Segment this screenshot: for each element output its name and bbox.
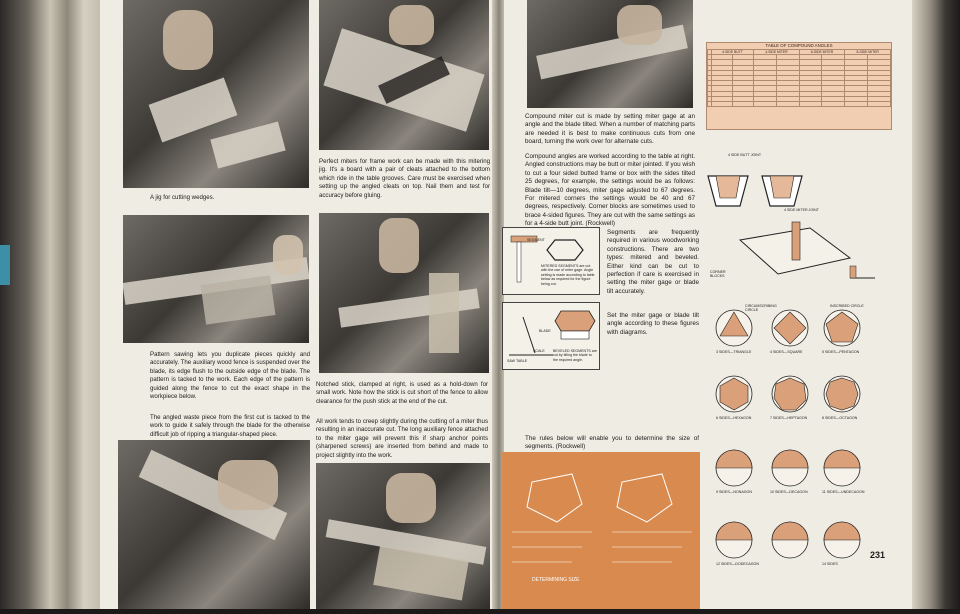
- label-nonagon: 9 SIDES—NONAGON: [716, 490, 752, 494]
- photo-mitering-jig: [319, 0, 489, 150]
- photo-pattern-sawing: [123, 215, 309, 343]
- label-triangle: 3 SIDES—TRIANGLE: [716, 350, 752, 354]
- caption-notched: Notched stick, clamped at right, is used as a hold-down for small work. Note how the stick is cut short of the fence to allow clearance for the push stick at the end of the cut.: [316, 381, 488, 405]
- left-page-edge-strip: [0, 245, 10, 285]
- caption-compound-angles: Compound angles are worked according to the table at right. Angled constructions may be butt or miter jointed. If you wish to cut a four sided butted frame or box with the sides tilted 25 degrees, for example, the settings would be as follows: Blade tilt—10 degrees, miter gage adjusted to 67 degrees. For mitered corners the settings would be 40 and 67 degrees, respectively. Corner blocks are sometimes used to brace 4-sided figures. They are cut with the same settings as for a 4-side butt joint. (Rockwell): [525, 153, 695, 228]
- photo-compound-miter: [527, 0, 693, 108]
- photo-waste-piece: [118, 440, 310, 609]
- caption-compound-miter: Compound miter cut is made by setting miter gage at an angle and the blade tilted. When a number of matching parts are needed it is best to make continuous cuts from one board, turning the work over for alternate cuts.: [525, 113, 695, 146]
- caption-segments: Segments are frequently required in various woodworking constructions. There are two types: mitered and beveled. Either kind can be cut to perfection if care is exercised in setting the miter gage or blade tilt accurately.: [607, 229, 699, 295]
- table-title: TABLE OF COMPOUND ANGLES: [765, 43, 833, 48]
- label-hexagon: 6 SIDES—HEXAGON: [716, 416, 752, 420]
- label-decagon: 10 SIDES—DECAGON: [770, 490, 808, 494]
- caption-waste: The angled waste piece from the first cut is tacked to the work to guide it safely through the blade for the otherwise difficult job of ripping a triangular-shaped piece.: [150, 414, 310, 438]
- label-circumscribing: CIRCUMSCRIBING CIRCLE: [745, 304, 777, 313]
- label-octagon: 8 SIDES—OCTAGON: [822, 416, 858, 420]
- label-corner-blocks: CORNER BLOCKS: [710, 270, 726, 279]
- compound-angles-table: [706, 42, 892, 130]
- label-determining-size: DETERMINING SIZE: [532, 577, 580, 583]
- label-inscribed: INSCRIBED CIRCLE: [830, 304, 864, 308]
- label-undecagon: 11 SIDES—UNDECAGON: [822, 490, 865, 494]
- photo-miter-fence: [316, 463, 490, 609]
- mitered-segment-diagram: [502, 227, 600, 295]
- table-header: 4-SIDE BUTT: [711, 50, 753, 55]
- caption-pattern: Pattern sawing lets you duplicate pieces quickly and accurately. The auxiliary wood fence is suspended over the blade, its edge flush to the outside edge of the blade. The pattern is tacked to the work. Each edge of the pattern is guided along the fence to cut the exact shape in the workpiece below.: [150, 351, 310, 401]
- caption-jig: A jig for cutting wedges.: [150, 194, 215, 201]
- label-mitered-segments: MITERED SEGMENTS are cut with the use of miter gage. Angle setting is made according to table below as required for the figure being cut.: [541, 264, 595, 286]
- photo-notched-stick: [319, 213, 489, 373]
- label-pentagon: 5 SIDES—PENTAGON: [822, 350, 860, 354]
- determining-size-diagram: [502, 452, 700, 609]
- label-scale: SCALE: [533, 349, 545, 353]
- label-14-sides: 14 SIDES: [822, 562, 838, 566]
- photo-wedge-jig: [123, 0, 309, 188]
- page-edges-left: [0, 0, 112, 609]
- table-header: 4-SIDE MITER: [754, 50, 800, 55]
- caption-creep: All work tends to creep slightly during the cutting of a miter thus resulting in an inaccurate cut. The long auxiliary fence attached to the miter gage will prevent this if sharp anchor points (sharpened screws) are inserted from behind and made to project slightly into the work.: [316, 418, 488, 459]
- page-number: 231: [870, 550, 886, 560]
- label-blade: BLADE: [539, 329, 551, 333]
- page-edges-right: [912, 0, 960, 609]
- label-miter-joint: 4 SIDE MITER JOINT: [784, 208, 819, 212]
- caption-rules: The rules below will enable you to determine the size of segments. (Rockwell): [525, 435, 699, 451]
- table-header: 6-SIDE MITER: [799, 50, 845, 55]
- caption-miters: Perfect miters for frame work can be made with this mitering jig. It's a board with a pair of cleats attached to the bottom which ride in the table grooves. Care must be exercised when setting up the angled cleats on top. Nail them and test for accuracy before gluing.: [319, 158, 490, 199]
- caption-set-gage: Set the miter gage or blade tilt angle according to these figures with diagrams.: [607, 312, 699, 336]
- table-header: 8-SIDE MITER: [845, 50, 891, 55]
- label-segment: SEGMENT: [527, 238, 545, 242]
- table-grid: [707, 49, 891, 107]
- label-beveled-segments: BEVELED SEGMENTS are cut by tilting the blade to the required angle.: [553, 349, 597, 362]
- label-butt-joint: 4 SIDE BUTT JOINT: [728, 153, 762, 157]
- label-square: 4 SIDES—SQUARE: [770, 350, 803, 354]
- label-heptagon: 7 SIDES—HEPTAGON: [770, 416, 808, 420]
- box-joint-diagrams: [700, 148, 900, 308]
- label-saw-table: SAW TABLE: [507, 359, 528, 363]
- label-dodecagon: 12 SIDES—DODECAGON: [716, 562, 759, 566]
- beveled-segment-diagram: [502, 302, 600, 370]
